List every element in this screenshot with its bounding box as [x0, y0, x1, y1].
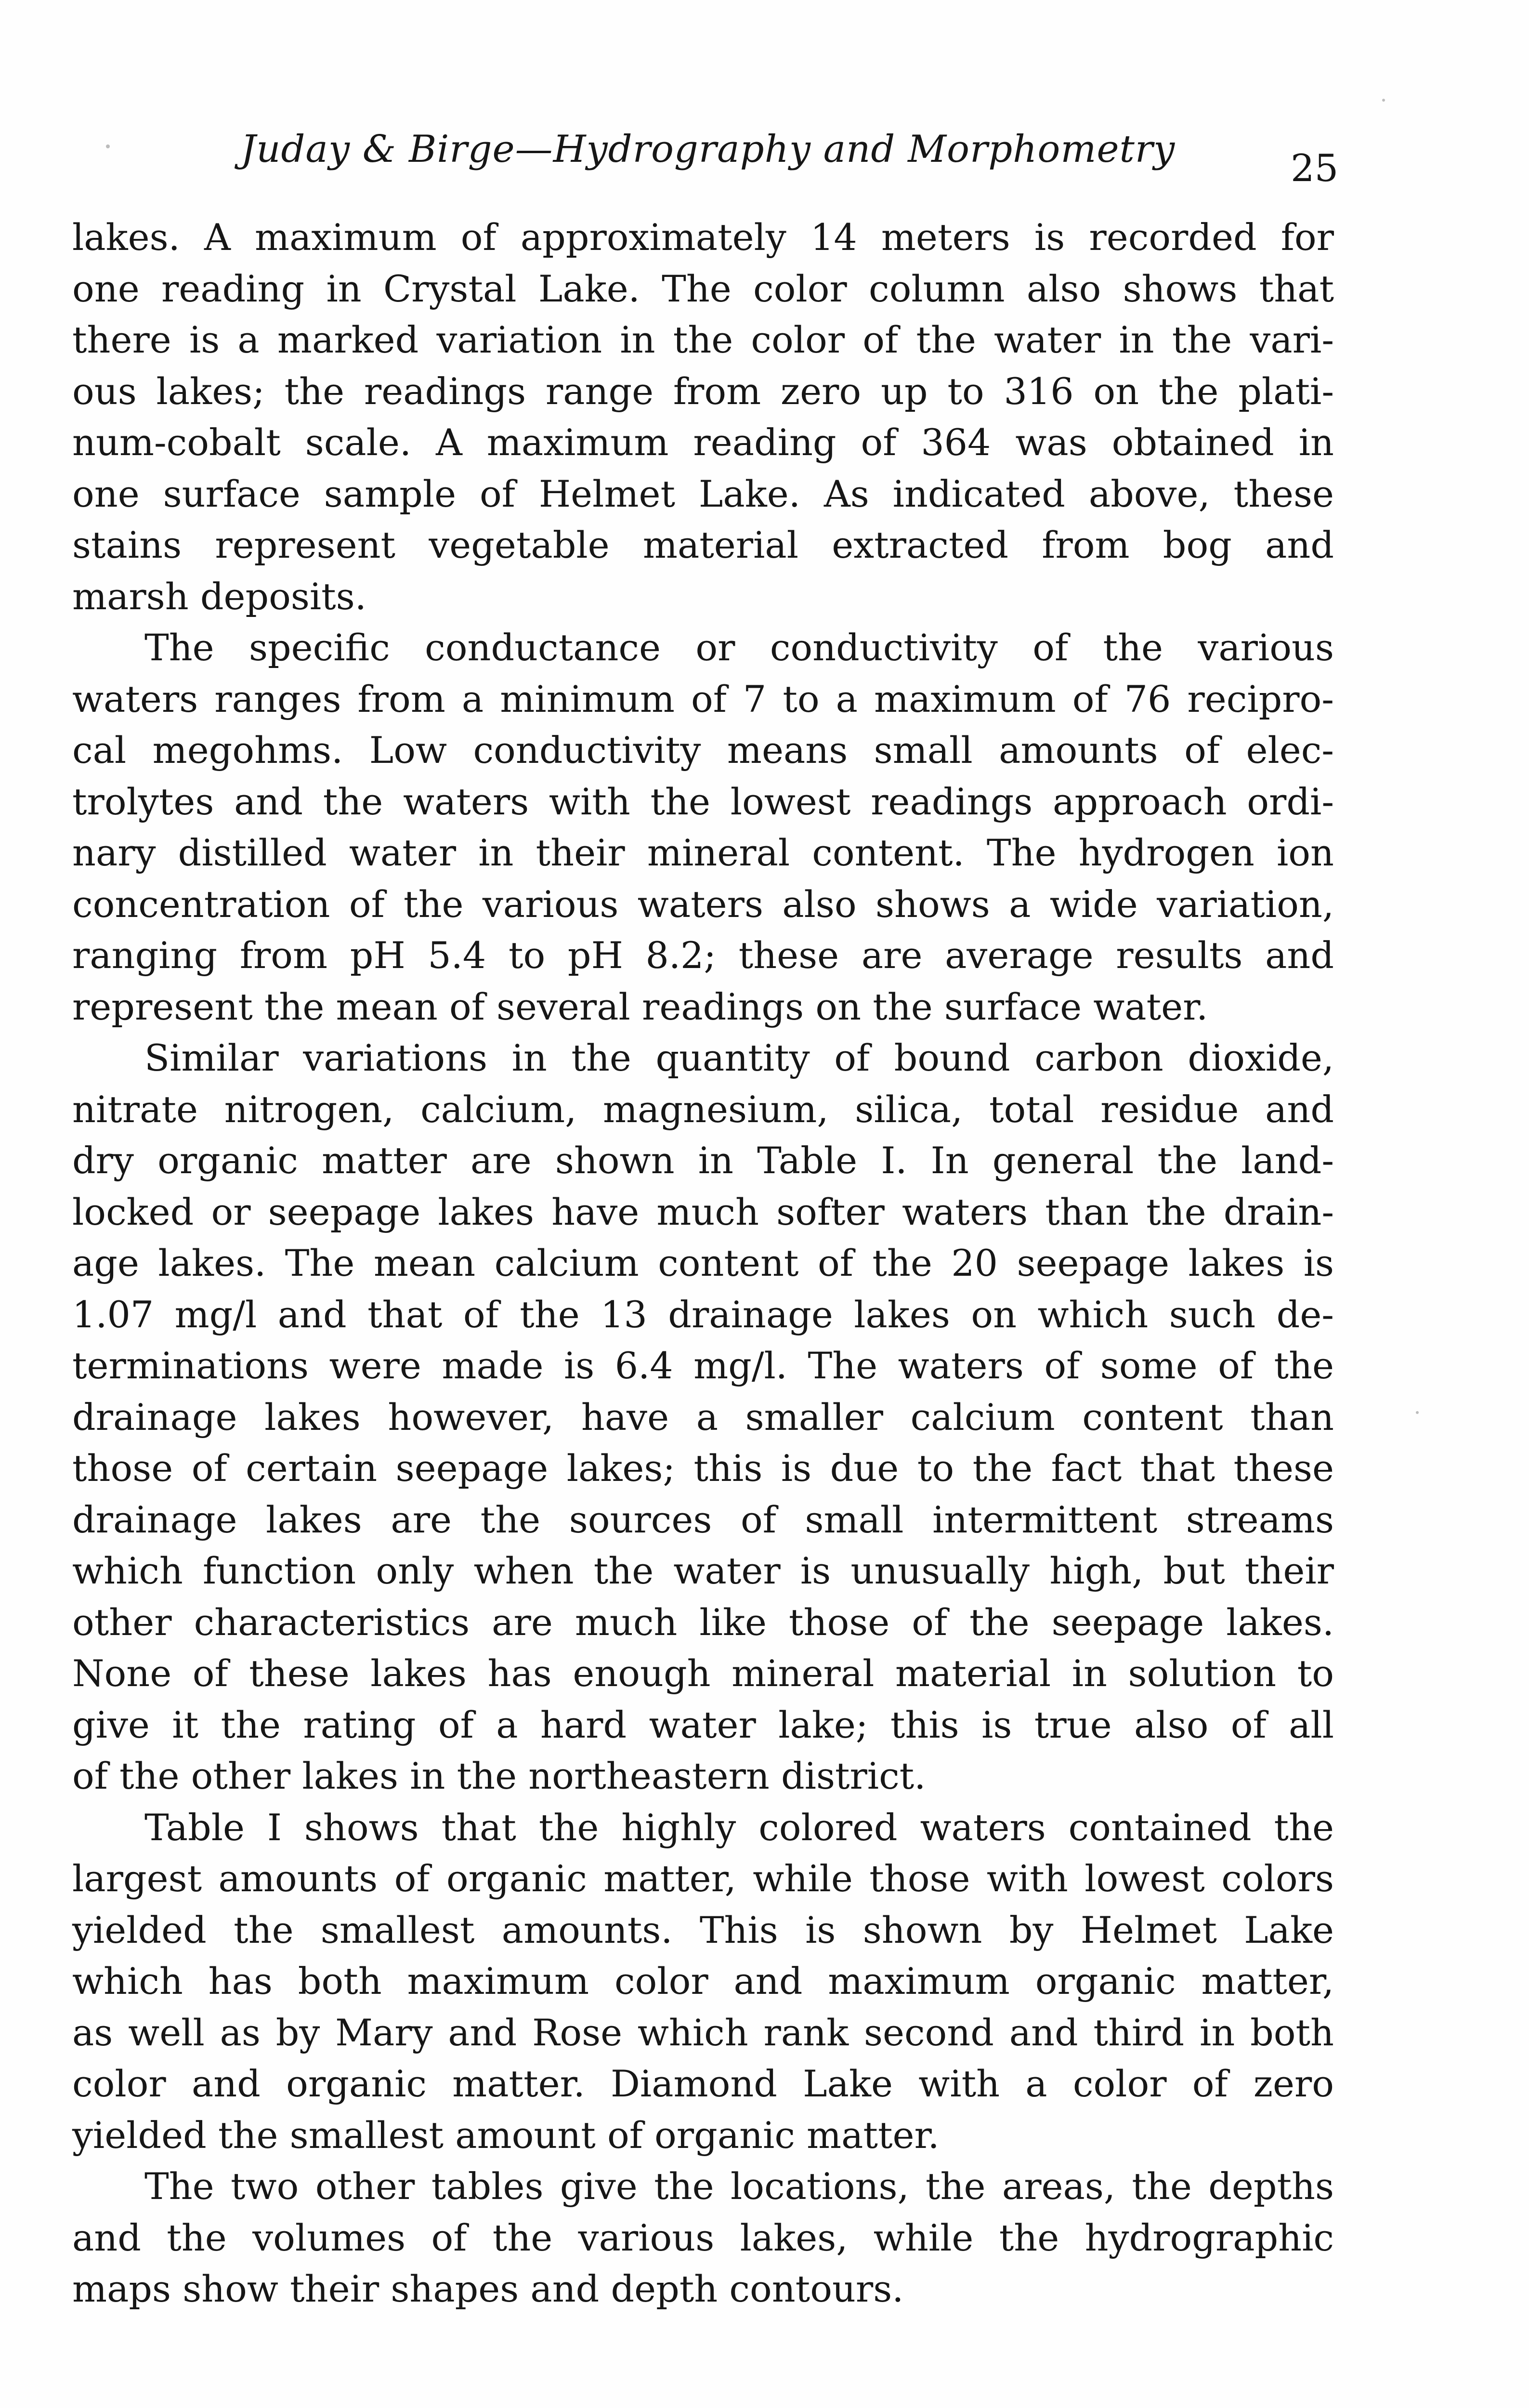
text-line: marsh deposits. — [72, 575, 366, 618]
text-line: num-cobalt scale. A maximum reading of 364 was obtained in — [72, 421, 1334, 464]
text-line: trolytes and the waters with the lowest readings approach ordi- — [72, 780, 1334, 823]
paragraph — [72, 1033, 1334, 1802]
text-line: represent the mean of several readings on the surface water. — [72, 985, 1208, 1028]
paragraph — [72, 2161, 1334, 2315]
text-line: waters ranges from a minimum of 7 to a maximum of 76 recipro- — [72, 677, 1334, 720]
text-line: largest amounts of organic matter, while those with lowest colors — [72, 1857, 1334, 1900]
text-line: terminations were made is 6.4 mg/l. The waters of some of the — [72, 1344, 1334, 1387]
text-line: one reading in Crystal Lake. The color column also shows that — [72, 267, 1334, 310]
text-line: dry organic matter are shown in Table I. In general the land- — [72, 1139, 1334, 1182]
text-line: Similar variations in the quantity of bound carbon dioxide, — [144, 1036, 1334, 1079]
text-line: which has both maximum color and maximum organic matter, — [72, 1960, 1334, 2002]
text-line: there is a marked variation in the color of the water in the vari- — [72, 318, 1334, 361]
running-head: Juday & Birge—Hydrography and Morphometry — [241, 128, 1176, 171]
text-line: Table I shows that the highly colored waters contained the — [144, 1806, 1334, 1849]
text-line: maps show their shapes and depth contours. — [72, 2267, 904, 2310]
text-line: ranging from pH 5.4 to pH 8.2; these are average results and — [72, 934, 1334, 977]
text-line: stains represent vegetable material extracted from bog and — [72, 523, 1334, 566]
scan-speck — [1382, 99, 1385, 102]
text-line: age lakes. The mean calcium content of the 20 seepage lakes is — [72, 1242, 1334, 1284]
text-line: and the volumes of the various lakes, while the hydrographic — [72, 2216, 1334, 2259]
text-line: nitrate nitrogen, calcium, magnesium, silica, total residue and — [72, 1087, 1334, 1131]
text-line: cal megohms. Low conductivity means small amounts of elec- — [72, 729, 1334, 772]
text-line: yielded the smallest amount of organic matter. — [72, 2113, 940, 2157]
text-line: lakes. A maximum of approximately 14 meters is recorded for — [72, 216, 1334, 259]
text-line: one surface sample of Helmet Lake. As indicated above, these — [72, 472, 1334, 515]
paragraph — [72, 212, 1334, 622]
text-line: The specific conductance or conductivity of the various — [144, 626, 1334, 669]
text-line: The two other tables give the locations, the areas, the depths — [144, 2165, 1334, 2208]
body-text — [72, 212, 1334, 2315]
text-line: those of certain seepage lakes; this is due to the fact that these — [72, 1447, 1334, 1490]
text-line: drainage lakes are the sources of small intermittent streams — [72, 1498, 1334, 1541]
text-line: of the other lakes in the northeastern district. — [72, 1754, 926, 1797]
text-line: ous lakes; the readings range from zero up to 316 on the plati- — [72, 369, 1334, 413]
text-line: which function only when the water is unusually high, but their — [72, 1549, 1334, 1592]
text-line: nary distilled water in their mineral content. The hydrogen ion — [72, 831, 1334, 874]
text-line: None of these lakes has enough mineral material in solution to — [72, 1652, 1334, 1695]
page-number: 25 — [1291, 147, 1339, 190]
text-line: color and organic matter. Diamond Lake with a color of zero — [72, 2062, 1334, 2105]
scan-speck — [1416, 1411, 1419, 1414]
text-line: as well as by Mary and Rose which rank second and third in both — [72, 2011, 1334, 2054]
text-line: give it the rating of a hard water lake; this is true also of all — [72, 1703, 1334, 1746]
text-line: other characteristics are much like those of the seepage lakes. — [72, 1600, 1334, 1644]
text-line: concentration of the various waters also shows a wide variation, — [72, 882, 1334, 926]
text-line: drainage lakes however, have a smaller calcium content than — [72, 1395, 1334, 1439]
scan-speck — [106, 144, 110, 148]
paragraph — [72, 622, 1334, 1033]
text-line: yielded the smallest amounts. This is shown by Helmet Lake — [72, 1908, 1334, 1951]
text-line: locked or seepage lakes have much softer waters than the drain- — [72, 1190, 1334, 1233]
paragraph — [72, 1802, 1334, 2161]
text-line: 1.07 mg/l and that of the 13 drainage lakes on which such de- — [72, 1293, 1334, 1336]
